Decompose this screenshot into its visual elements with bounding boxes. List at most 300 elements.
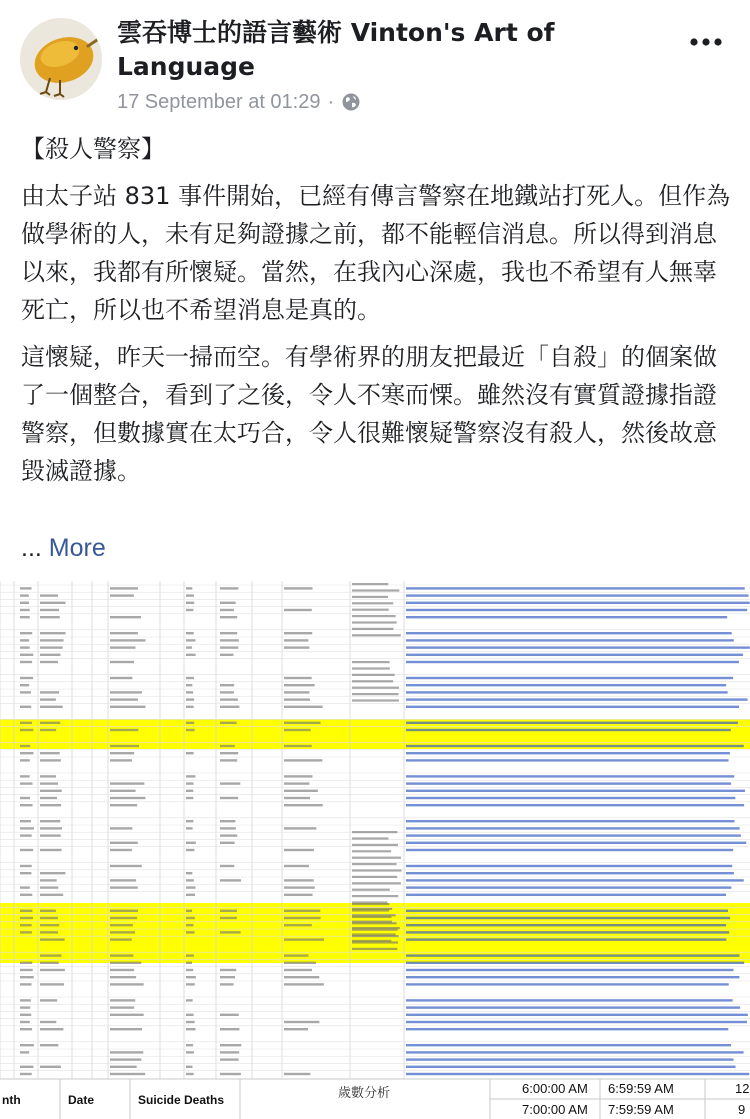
note-text-mark bbox=[352, 844, 398, 846]
cell-text-mark bbox=[110, 924, 133, 926]
link-text-mark bbox=[406, 879, 744, 881]
cell-text-mark bbox=[186, 797, 193, 799]
time-row-1-count: 12 bbox=[735, 1081, 750, 1096]
link-text-mark bbox=[406, 759, 729, 761]
link-text-mark bbox=[406, 1058, 733, 1060]
cell-text-mark bbox=[220, 654, 233, 656]
cell-text-mark bbox=[40, 938, 65, 940]
cell-text-mark bbox=[220, 752, 238, 754]
cell-text-mark bbox=[20, 594, 29, 596]
link-text-mark bbox=[406, 691, 728, 693]
post-paragraph-2: 這懷疑，昨天一掃而空。有學術界的朋友把最近「自殺」的個案做了一個整合，看到了之後，令人不寒而慄。雖然沒有實質證據指證警察，但數據實在太巧合，令人很難懷疑警察沒有殺人，然後故意毀滅證據。 bbox=[21, 343, 717, 485]
link-text-mark bbox=[406, 698, 748, 700]
cell-text-mark bbox=[220, 834, 237, 836]
cell-text-mark bbox=[40, 962, 59, 964]
cell-text-mark bbox=[284, 790, 318, 792]
cell-text-mark bbox=[110, 790, 136, 792]
note-text-mark bbox=[352, 903, 389, 905]
cell-text-mark bbox=[186, 842, 196, 844]
note-text-mark bbox=[352, 876, 397, 878]
cell-text-mark bbox=[110, 677, 132, 679]
note-text-mark bbox=[352, 916, 391, 918]
cell-text-mark bbox=[110, 976, 136, 978]
link-text-mark bbox=[406, 782, 731, 784]
cell-text-mark bbox=[186, 654, 196, 656]
cell-text-mark bbox=[40, 849, 62, 851]
cell-text-mark bbox=[186, 910, 192, 912]
note-text-mark bbox=[352, 837, 388, 839]
cell-text-mark bbox=[284, 962, 316, 964]
cell-text-mark bbox=[186, 646, 192, 648]
time-row-1-end: 6:59:59 AM bbox=[608, 1081, 674, 1096]
cell-text-mark bbox=[40, 654, 60, 656]
cell-text-mark bbox=[220, 698, 238, 700]
cell-text-mark bbox=[220, 632, 237, 634]
cell-text-mark bbox=[284, 684, 315, 686]
link-text-mark bbox=[406, 938, 726, 940]
cell-text-mark bbox=[110, 938, 132, 940]
cell-text-mark bbox=[20, 1028, 32, 1030]
more-options-button[interactable] bbox=[686, 26, 726, 54]
note-text-mark bbox=[352, 929, 398, 931]
link-text-mark bbox=[406, 872, 734, 874]
cell-text-mark bbox=[220, 917, 237, 919]
attached-spreadsheet-image[interactable] bbox=[0, 581, 750, 1119]
link-text-mark bbox=[406, 661, 739, 663]
link-text-mark bbox=[406, 1044, 731, 1046]
cell-text-mark bbox=[110, 827, 132, 829]
cell-text-mark bbox=[284, 917, 321, 919]
cell-text-mark bbox=[20, 976, 34, 978]
cell-text-mark bbox=[220, 976, 235, 978]
page-avatar[interactable] bbox=[20, 18, 102, 100]
cell-text-mark bbox=[284, 976, 319, 978]
note-text-mark bbox=[352, 602, 393, 604]
cell-text-mark bbox=[186, 1044, 193, 1046]
cell-text-mark bbox=[20, 602, 29, 604]
cell-text-mark bbox=[20, 775, 30, 777]
cell-text-mark bbox=[40, 646, 63, 648]
cell-text-mark bbox=[284, 910, 320, 912]
post-timestamp[interactable]: 17 September at 01:29 bbox=[117, 90, 321, 113]
cell-text-mark bbox=[20, 865, 32, 867]
cell-text-mark bbox=[220, 1051, 239, 1053]
link-text-mark bbox=[406, 745, 744, 747]
note-text-mark bbox=[352, 935, 399, 937]
cell-text-mark bbox=[20, 684, 29, 686]
note-text-mark bbox=[352, 583, 388, 585]
cell-text-mark bbox=[110, 969, 134, 971]
cell-text-mark bbox=[110, 865, 142, 867]
cell-text-mark bbox=[284, 1021, 319, 1023]
cell-text-mark bbox=[20, 910, 32, 912]
cell-text-mark bbox=[110, 886, 138, 888]
cell-text-mark bbox=[284, 698, 310, 700]
cell-text-mark bbox=[40, 1044, 58, 1046]
time-row-2-count: 9 bbox=[738, 1102, 746, 1117]
cell-text-mark bbox=[220, 1028, 239, 1030]
cell-text-mark bbox=[284, 827, 316, 829]
cell-text-mark bbox=[186, 820, 193, 822]
cell-text-mark bbox=[186, 983, 195, 985]
cell-text-mark bbox=[40, 1021, 56, 1023]
cell-text-mark bbox=[284, 879, 314, 881]
cell-text-mark bbox=[284, 924, 312, 926]
cell-text-mark bbox=[284, 954, 308, 956]
cell-text-mark bbox=[20, 886, 30, 888]
kiwi-bird-avatar-icon bbox=[20, 18, 102, 100]
link-text-mark bbox=[406, 849, 733, 851]
cell-text-mark bbox=[186, 1021, 195, 1023]
link-text-mark bbox=[406, 632, 732, 634]
cell-text-mark bbox=[110, 1006, 134, 1008]
cell-text-mark bbox=[186, 931, 195, 933]
cell-text-mark bbox=[20, 894, 32, 896]
cell-text-mark bbox=[284, 691, 309, 693]
cell-text-mark bbox=[40, 706, 63, 708]
cell-text-mark bbox=[284, 759, 322, 761]
cell-text-mark bbox=[20, 782, 33, 784]
cell-text-mark bbox=[40, 752, 60, 754]
cell-text-mark bbox=[284, 722, 321, 724]
cell-text-mark bbox=[284, 775, 312, 777]
cell-text-mark bbox=[186, 632, 194, 634]
link-text-mark bbox=[406, 1073, 749, 1075]
time-row-2-end: 7:59:59 AM bbox=[608, 1102, 674, 1117]
cell-text-mark bbox=[110, 983, 144, 985]
note-text-mark bbox=[352, 895, 398, 897]
cell-text-mark bbox=[40, 609, 59, 611]
cell-text-mark bbox=[40, 1066, 61, 1068]
cell-text-mark bbox=[110, 962, 141, 964]
cell-text-mark bbox=[40, 632, 66, 634]
cell-text-mark bbox=[110, 616, 141, 618]
cell-text-mark bbox=[40, 1028, 63, 1030]
note-text-mark bbox=[352, 661, 390, 663]
cell-text-mark bbox=[186, 706, 194, 708]
see-more-link[interactable]: More bbox=[48, 534, 106, 562]
cell-text-mark bbox=[186, 872, 192, 874]
cell-text-mark bbox=[20, 1006, 30, 1008]
link-text-mark bbox=[406, 1028, 728, 1030]
link-text-mark bbox=[406, 962, 744, 964]
cell-text-mark bbox=[40, 931, 58, 933]
cell-text-mark bbox=[110, 639, 146, 641]
link-text-mark bbox=[406, 790, 745, 792]
link-text-mark bbox=[406, 616, 727, 618]
link-text-mark bbox=[406, 917, 730, 919]
link-text-mark bbox=[406, 609, 747, 611]
cell-text-mark bbox=[284, 639, 308, 641]
cell-text-mark bbox=[20, 706, 31, 708]
note-text-mark bbox=[352, 596, 388, 598]
note-text-mark bbox=[352, 909, 389, 911]
note-text-mark bbox=[352, 857, 401, 859]
cell-text-mark bbox=[110, 931, 135, 933]
cell-text-mark bbox=[284, 804, 323, 806]
cell-text-mark bbox=[284, 632, 312, 634]
cell-text-mark bbox=[20, 759, 30, 761]
link-text-mark bbox=[406, 865, 732, 867]
cell-text-mark bbox=[40, 594, 58, 596]
cell-text-mark bbox=[186, 969, 193, 971]
cell-text-mark bbox=[40, 797, 57, 799]
link-text-mark bbox=[406, 894, 726, 896]
link-text-mark bbox=[406, 969, 733, 971]
cell-text-mark bbox=[110, 706, 146, 708]
cell-text-mark bbox=[186, 594, 194, 596]
cell-text-mark bbox=[20, 616, 30, 618]
note-text-mark bbox=[352, 667, 390, 669]
cell-text-mark bbox=[20, 632, 32, 634]
cell-text-mark bbox=[284, 886, 315, 888]
cell-text-mark bbox=[110, 729, 138, 731]
link-text-mark bbox=[406, 706, 739, 708]
cell-text-mark bbox=[20, 1073, 32, 1075]
cell-text-mark bbox=[220, 722, 237, 724]
link-text-mark bbox=[406, 1014, 748, 1016]
cell-text-mark bbox=[40, 834, 61, 836]
cell-text-mark bbox=[186, 976, 196, 978]
cell-text-mark bbox=[20, 1014, 31, 1016]
link-text-mark bbox=[406, 797, 735, 799]
cell-text-mark bbox=[284, 609, 312, 611]
cell-text-mark bbox=[110, 842, 138, 844]
cell-text-mark bbox=[186, 790, 193, 792]
cell-text-mark bbox=[40, 910, 56, 912]
cell-text-mark bbox=[20, 729, 33, 731]
cell-text-mark bbox=[186, 698, 194, 700]
cell-text-mark bbox=[220, 820, 235, 822]
cell-text-mark bbox=[186, 602, 194, 604]
cell-text-mark bbox=[20, 677, 33, 679]
link-text-mark bbox=[406, 677, 733, 679]
cell-text-mark bbox=[40, 954, 61, 956]
cell-text-mark bbox=[40, 790, 62, 792]
cell-text-mark bbox=[40, 759, 61, 761]
cell-text-mark bbox=[220, 931, 241, 933]
see-more-ellipsis: ... bbox=[21, 534, 42, 562]
cell-text-mark bbox=[284, 894, 313, 896]
cell-text-mark bbox=[220, 691, 234, 693]
note-text-mark bbox=[352, 674, 395, 676]
note-text-mark bbox=[352, 869, 402, 871]
cell-text-mark bbox=[110, 587, 138, 589]
cell-text-mark bbox=[110, 917, 137, 919]
cell-text-mark bbox=[284, 797, 310, 799]
cell-text-mark bbox=[220, 1044, 241, 1046]
note-text-mark bbox=[352, 922, 397, 924]
cell-text-mark bbox=[186, 886, 195, 888]
page-name-link[interactable]: 雲吞博士的語言藝術 Vinton's Art of Language bbox=[117, 18, 555, 81]
link-text-mark bbox=[406, 910, 728, 912]
cell-text-mark bbox=[20, 820, 31, 822]
cell-text-mark bbox=[20, 969, 33, 971]
link-text-mark bbox=[406, 820, 734, 822]
cell-text-mark bbox=[20, 646, 30, 648]
note-text-mark bbox=[352, 850, 391, 852]
note-text-mark bbox=[352, 609, 389, 611]
cell-text-mark bbox=[186, 917, 195, 919]
link-text-mark bbox=[406, 931, 729, 933]
cell-text-mark bbox=[220, 616, 237, 618]
cell-text-mark bbox=[186, 924, 194, 926]
note-text-mark bbox=[352, 882, 401, 884]
cell-text-mark bbox=[220, 1058, 239, 1060]
link-text-mark bbox=[406, 639, 734, 641]
cell-text-mark bbox=[186, 962, 192, 964]
cell-text-mark bbox=[20, 661, 32, 663]
link-text-mark bbox=[406, 842, 746, 844]
cell-text-mark bbox=[186, 691, 193, 693]
cell-text-mark bbox=[110, 752, 134, 754]
note-text-mark bbox=[352, 948, 397, 950]
time-row-1-start: 6:00:00 AM bbox=[522, 1081, 588, 1096]
link-text-mark bbox=[406, 654, 743, 656]
post-title: 【殺人警察】 bbox=[21, 135, 165, 163]
cell-text-mark bbox=[186, 609, 193, 611]
cell-text-mark bbox=[110, 1014, 144, 1016]
cell-text-mark bbox=[284, 677, 312, 679]
link-text-mark bbox=[406, 1051, 744, 1053]
cell-text-mark bbox=[284, 745, 312, 747]
cell-text-mark bbox=[20, 999, 31, 1001]
cell-text-mark bbox=[40, 872, 65, 874]
cell-text-mark bbox=[284, 983, 324, 985]
cell-text-mark bbox=[220, 969, 236, 971]
cell-text-mark bbox=[284, 938, 324, 940]
cell-text-mark bbox=[186, 954, 194, 956]
cell-text-mark bbox=[220, 587, 238, 589]
link-text-mark bbox=[406, 924, 726, 926]
cell-text-mark bbox=[20, 722, 32, 724]
deaths-column-header: Suicide Deaths bbox=[138, 1093, 225, 1107]
age-analysis-header: 歲數分析 bbox=[338, 1086, 391, 1101]
cell-text-mark bbox=[40, 775, 56, 777]
cell-text-mark bbox=[186, 849, 194, 851]
cell-text-mark bbox=[284, 587, 313, 589]
link-text-mark bbox=[406, 587, 745, 589]
cell-text-mark bbox=[186, 827, 193, 829]
cell-text-mark bbox=[20, 1044, 34, 1046]
note-text-mark bbox=[352, 615, 396, 617]
link-text-mark bbox=[406, 1021, 747, 1023]
cell-text-mark bbox=[20, 827, 34, 829]
link-text-mark bbox=[406, 804, 744, 806]
cell-text-mark bbox=[110, 1073, 145, 1075]
cell-text-mark bbox=[186, 1028, 195, 1030]
cell-text-mark bbox=[110, 1028, 142, 1030]
cell-text-mark bbox=[110, 632, 138, 634]
cell-text-mark bbox=[186, 879, 194, 881]
note-text-mark bbox=[352, 889, 390, 891]
more-dots-icon bbox=[686, 26, 726, 54]
time-row-2-start: 7:00:00 AM bbox=[522, 1102, 588, 1117]
link-text-mark bbox=[406, 602, 750, 604]
cell-text-mark bbox=[40, 722, 60, 724]
cell-text-mark bbox=[110, 646, 135, 648]
cell-text-mark bbox=[40, 827, 62, 829]
cell-text-mark bbox=[110, 879, 136, 881]
globe-icon bbox=[341, 92, 361, 112]
cell-text-mark bbox=[20, 691, 31, 693]
note-text-mark bbox=[352, 634, 401, 636]
cell-text-mark bbox=[110, 999, 135, 1001]
cell-text-mark bbox=[110, 1066, 137, 1068]
cell-text-mark bbox=[20, 834, 32, 836]
cell-text-mark bbox=[186, 722, 194, 724]
cell-text-mark bbox=[40, 969, 65, 971]
cell-text-mark bbox=[40, 886, 58, 888]
cell-text-mark bbox=[40, 698, 56, 700]
cell-text-mark bbox=[220, 1073, 241, 1075]
cell-text-mark bbox=[20, 587, 32, 589]
cell-text-mark bbox=[40, 983, 64, 985]
cell-text-mark bbox=[220, 759, 237, 761]
cell-text-mark bbox=[220, 1014, 239, 1016]
cell-text-mark bbox=[20, 917, 33, 919]
note-text-mark bbox=[352, 863, 397, 865]
post-meta bbox=[117, 88, 361, 116]
note-text-mark bbox=[352, 941, 398, 943]
cell-text-mark bbox=[284, 729, 311, 731]
cell-text-mark bbox=[186, 894, 195, 896]
note-text-mark bbox=[352, 699, 399, 701]
cell-text-mark bbox=[220, 782, 240, 784]
cell-text-mark bbox=[20, 745, 30, 747]
month-column-header: nth bbox=[2, 1093, 21, 1107]
link-text-mark bbox=[406, 752, 730, 754]
post-header bbox=[0, 0, 750, 122]
cell-text-mark bbox=[20, 1021, 30, 1023]
cell-text-mark bbox=[186, 1073, 194, 1075]
cell-text-mark bbox=[186, 677, 194, 679]
cell-text-mark bbox=[220, 646, 238, 648]
link-text-mark bbox=[406, 684, 726, 686]
cell-text-mark bbox=[186, 639, 195, 641]
cell-text-mark bbox=[220, 609, 234, 611]
note-text-mark bbox=[352, 693, 398, 695]
link-text-mark bbox=[406, 1006, 740, 1008]
link-text-mark bbox=[406, 646, 750, 648]
cell-text-mark bbox=[20, 1051, 29, 1053]
spreadsheet-screenshot bbox=[0, 581, 750, 1119]
cell-text-mark bbox=[284, 1073, 310, 1075]
cell-text-mark bbox=[220, 910, 237, 912]
cell-text-mark bbox=[20, 654, 33, 656]
cell-text-mark bbox=[110, 954, 133, 956]
cell-text-mark bbox=[40, 999, 57, 1001]
cell-text-mark bbox=[40, 820, 60, 822]
date-column-header: Date bbox=[68, 1093, 95, 1107]
link-text-mark bbox=[406, 729, 731, 731]
cell-text-mark bbox=[110, 691, 142, 693]
cell-text-mark bbox=[186, 587, 192, 589]
cell-text-mark bbox=[20, 924, 32, 926]
link-text-mark bbox=[406, 775, 734, 777]
cell-text-mark bbox=[186, 1051, 194, 1053]
note-text-mark bbox=[352, 589, 399, 591]
cell-text-mark bbox=[110, 797, 145, 799]
cell-text-mark bbox=[186, 782, 194, 784]
cell-text-mark bbox=[110, 745, 139, 747]
cell-text-mark bbox=[110, 594, 134, 596]
cell-text-mark bbox=[20, 931, 32, 933]
cell-text-mark bbox=[40, 661, 58, 663]
cell-text-mark bbox=[284, 1028, 308, 1030]
cell-text-mark bbox=[110, 661, 134, 663]
cell-text-mark bbox=[220, 706, 239, 708]
